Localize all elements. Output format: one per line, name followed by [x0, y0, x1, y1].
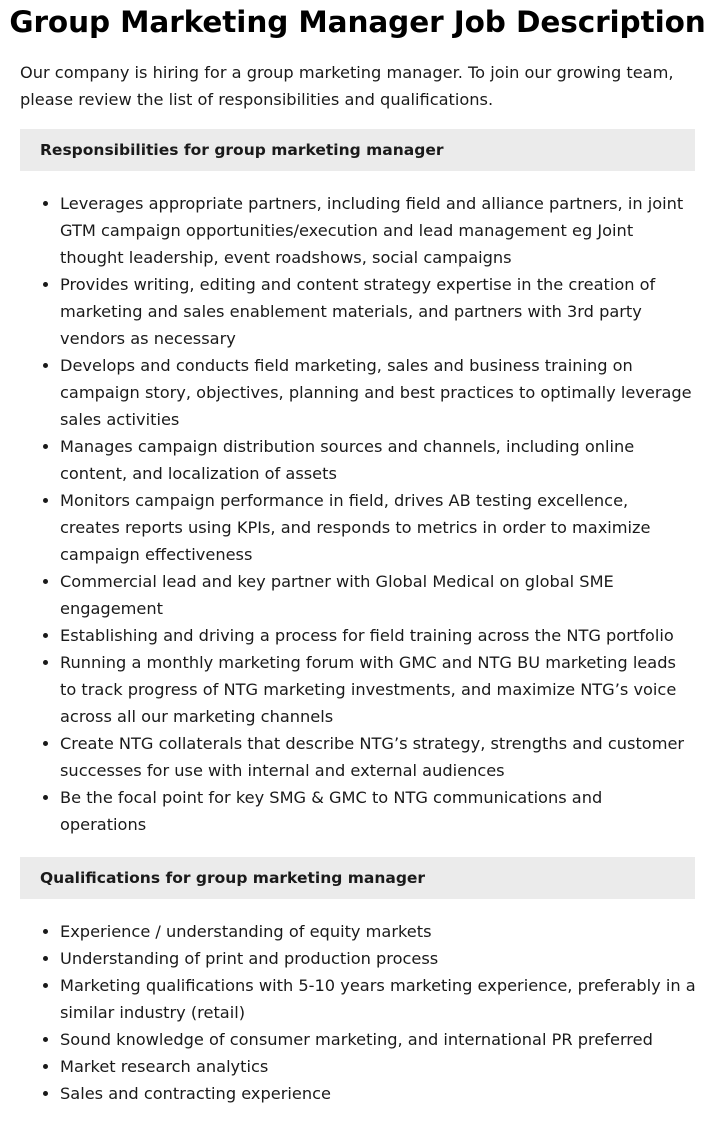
responsibility-item — [60, 730, 700, 784]
list-item-line: campaign effectiveness — [60, 545, 253, 564]
list-item-line: vendors as necessary — [60, 329, 236, 348]
responsibility-item — [60, 649, 700, 730]
list-item-line: Understanding of print and production process — [60, 949, 439, 968]
responsibility-item — [60, 271, 700, 352]
qualification-item — [60, 972, 700, 1026]
list-item-line: Establishing and driving a process for field training across the NTG portfolio — [60, 626, 674, 645]
qualification-item — [60, 1080, 700, 1107]
responsibilities-list — [0, 190, 700, 838]
list-item-line: Sales and contracting experience — [60, 1084, 331, 1103]
intro-line: Our company is hiring for a group marketing manager. To join our growing team, — [20, 63, 674, 82]
qualification-item — [60, 1053, 700, 1080]
qualification-item — [60, 945, 700, 972]
qualification-item — [60, 918, 700, 945]
responsibility-item — [60, 433, 700, 487]
list-item-line: successes for use with internal and external audiences — [60, 761, 505, 780]
responsibility-item — [60, 784, 700, 838]
list-item-line: Experience / understanding of equity markets — [60, 922, 432, 941]
responsibility-item — [60, 568, 700, 622]
intro-line: please review the list of responsibilities and qualifications. — [20, 90, 494, 109]
list-item-line: content, and localization of assets — [60, 464, 337, 483]
qualification-item — [60, 1026, 700, 1053]
list-item-line: sales activities — [60, 410, 180, 429]
list-item-line: marketing and sales enablement materials, and partners with 3rd party — [60, 302, 642, 321]
page-title: Group Marketing Manager Job Description — [9, 5, 706, 39]
list-item-line: Manages campaign distribution sources and channels, including online — [60, 437, 635, 456]
list-item-line: GTM campaign opportunities/execution and lead management eg Joint — [60, 221, 634, 240]
list-item-line: thought leadership, event roadshows, social campaigns — [60, 248, 512, 267]
list-item-line: creates reports using KPIs, and responds to metrics in order to maximize — [60, 518, 651, 537]
qualifications-list — [0, 918, 700, 1107]
qualifications-heading: Qualifications for group marketing manager — [20, 857, 695, 899]
list-item-line: engagement — [60, 599, 163, 618]
responsibility-item — [60, 352, 700, 433]
list-item-line: Marketing qualifications with 5-10 years marketing experience, preferably in a — [60, 976, 696, 995]
list-item-line: Sound knowledge of consumer marketing, and international PR preferred — [60, 1030, 653, 1049]
responsibility-item — [60, 487, 700, 568]
list-item-line: similar industry (retail) — [60, 1003, 246, 1022]
list-item-line: Be the focal point for key SMG & GMC to NTG communications and — [60, 788, 603, 807]
responsibility-item — [60, 190, 700, 271]
list-item-line: Provides writing, editing and content strategy expertise in the creation of — [60, 275, 656, 294]
list-item-line: Commercial lead and key partner with Global Medical on global SME — [60, 572, 614, 591]
list-item-line: Monitors campaign performance in field, drives AB testing excellence, — [60, 491, 629, 510]
list-item-line: operations — [60, 815, 147, 834]
intro-paragraph — [20, 59, 700, 113]
list-item-line: Create NTG collaterals that describe NTG’s strategy, strengths and customer — [60, 734, 685, 753]
list-item-line: Running a monthly marketing forum with GMC and NTG BU marketing leads — [60, 653, 676, 672]
list-item-line: Market research analytics — [60, 1057, 269, 1076]
list-item-line: across all our marketing channels — [60, 707, 334, 726]
list-item-line: to track progress of NTG marketing investments, and maximize NTG’s voice — [60, 680, 677, 699]
responsibilities-heading: Responsibilities for group marketing manager — [20, 129, 695, 171]
responsibility-item — [60, 622, 700, 649]
list-item-line: campaign story, objectives, planning and best practices to optimally leverage — [60, 383, 692, 402]
list-item-line: Leverages appropriate partners, including field and alliance partners, in joint — [60, 194, 684, 213]
list-item-line: Develops and conducts field marketing, sales and business training on — [60, 356, 633, 375]
